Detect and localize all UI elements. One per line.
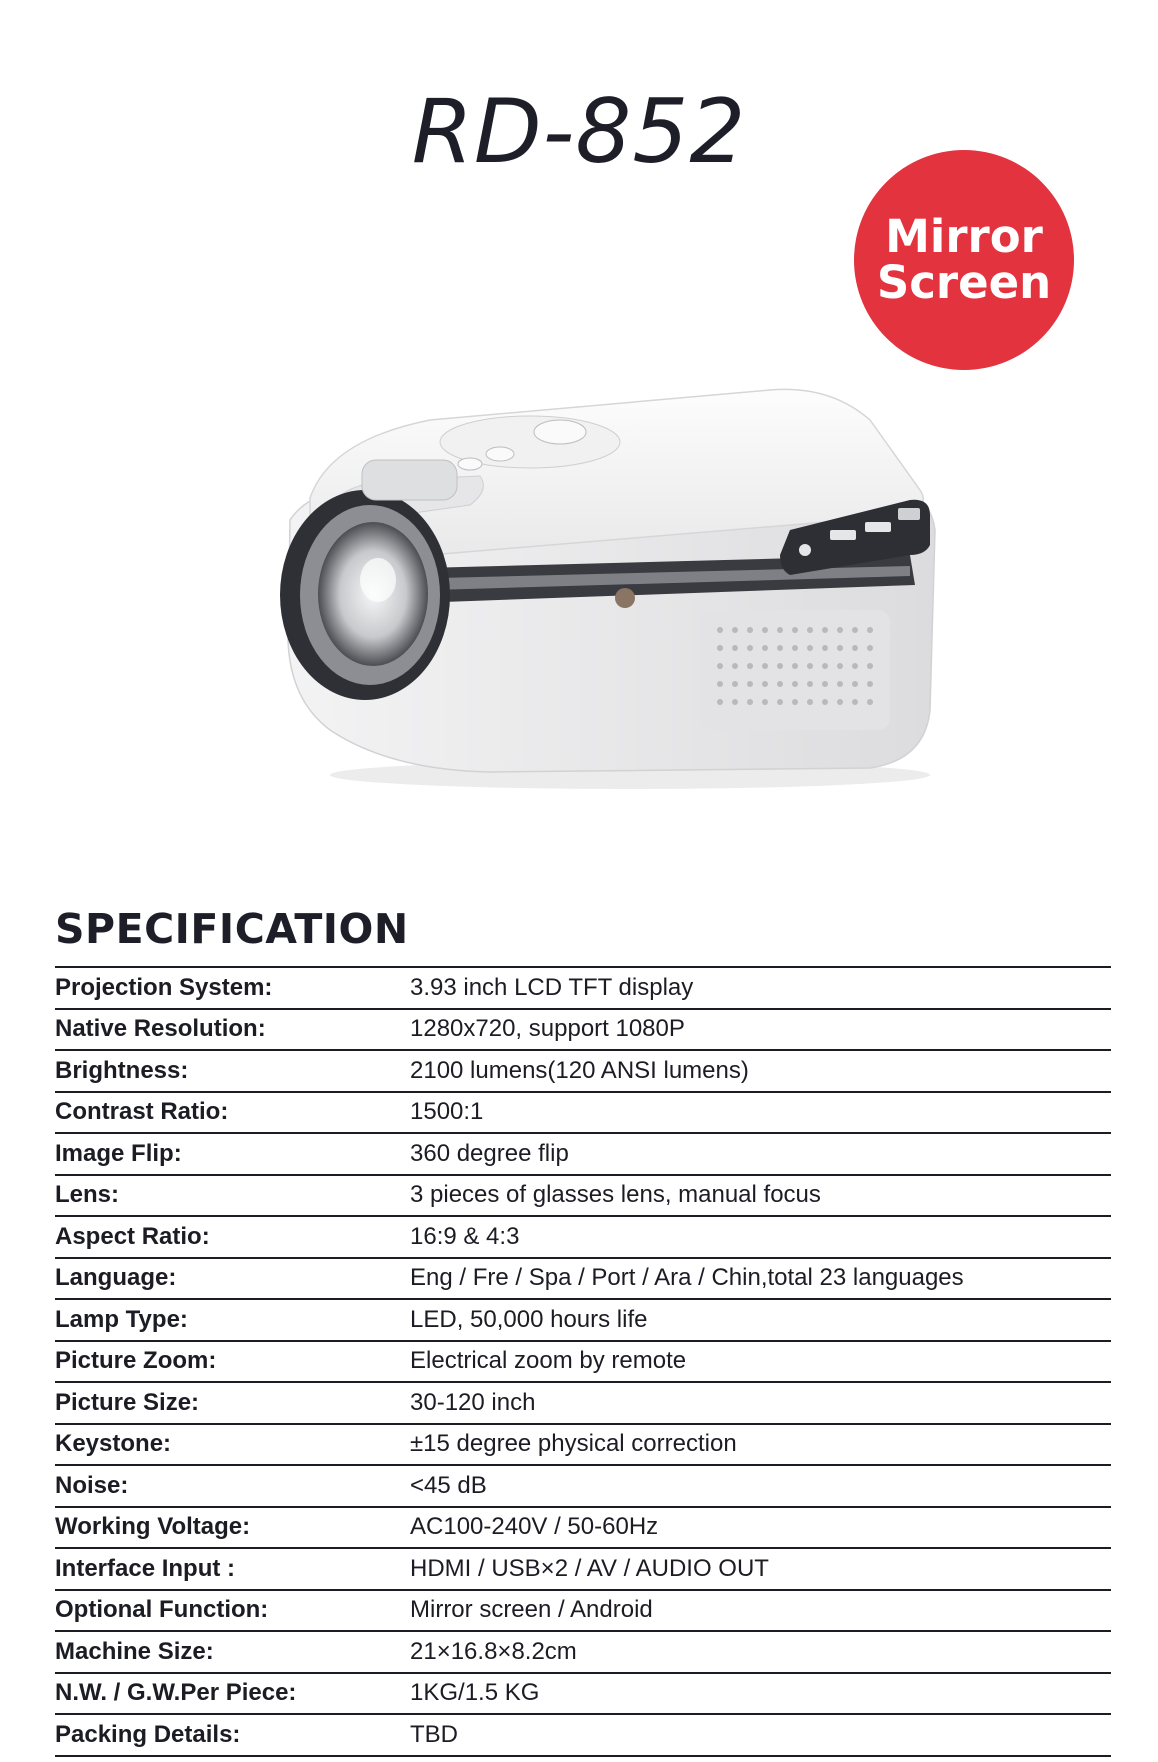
- spec-label: Optional Function:: [55, 1596, 269, 1624]
- spec-row: [55, 1176, 1111, 1218]
- projector-icon: [270, 380, 970, 800]
- spec-label: Picture Zoom:: [55, 1347, 217, 1375]
- spec-row: [55, 1217, 1111, 1259]
- spec-row: [55, 1010, 1111, 1052]
- spec-value: 1500:1: [410, 1098, 484, 1126]
- spec-row: [55, 1134, 1111, 1176]
- spec-label: Aspect Ratio:: [55, 1222, 210, 1250]
- spec-row: [55, 1549, 1111, 1591]
- spec-row: [55, 1425, 1111, 1467]
- spec-row: [55, 1051, 1111, 1093]
- spec-label: Keystone:: [55, 1430, 172, 1458]
- spec-value: 2100 lumens(120 ANSI lumens): [410, 1056, 749, 1084]
- specification-heading: SPECIFICATION: [55, 905, 409, 953]
- spec-value: ±15 degree physical correction: [410, 1430, 737, 1458]
- spec-value: 1280x720, support 1080P: [410, 1015, 685, 1043]
- spec-label: Picture Size:: [55, 1388, 200, 1416]
- badge-line-2: Screen: [876, 256, 1052, 309]
- spec-row: [55, 1383, 1111, 1425]
- spec-label: N.W. / G.W.Per Piece:: [55, 1679, 297, 1707]
- spec-row: [55, 1093, 1111, 1135]
- spec-value: 30-120 inch: [410, 1388, 536, 1416]
- spec-label: Image Flip:: [55, 1139, 182, 1167]
- spec-value: 16:9 & 4:3: [410, 1222, 520, 1250]
- spec-value: LED, 50,000 hours life: [410, 1305, 648, 1333]
- spec-label: Machine Size:: [55, 1637, 214, 1665]
- specification-table: [55, 966, 1111, 1757]
- spec-label: Interface Input :: [55, 1554, 236, 1582]
- spec-value: HDMI / USB×2 / AV / AUDIO OUT: [410, 1554, 769, 1582]
- spec-value: 3.93 inch LCD TFT display: [410, 973, 694, 1001]
- spec-label: Lamp Type:: [55, 1305, 188, 1333]
- spec-value: <45 dB: [410, 1471, 487, 1499]
- spec-row: [55, 1632, 1111, 1674]
- spec-value: 360 degree flip: [410, 1139, 569, 1167]
- spec-row: [55, 1674, 1111, 1716]
- spec-label: Noise:: [55, 1471, 129, 1499]
- spec-row: [55, 1715, 1111, 1757]
- spec-label: Language:: [55, 1264, 177, 1292]
- spec-row: [55, 1591, 1111, 1633]
- model-title: RD-852: [411, 80, 747, 183]
- spec-label: Native Resolution:: [55, 1015, 266, 1043]
- badge-line-1: Mirror: [885, 210, 1043, 263]
- spec-value: AC100-240V / 50-60Hz: [410, 1513, 659, 1541]
- spec-label: Contrast Ratio:: [55, 1098, 229, 1126]
- spec-row: [55, 1259, 1111, 1301]
- spec-row: [55, 1300, 1111, 1342]
- spec-label: Packing Details:: [55, 1720, 241, 1748]
- spec-row: [55, 968, 1111, 1010]
- spec-value: Eng / Fre / Spa / Port / Ara / Chin,total 23 languages: [410, 1264, 964, 1292]
- spec-label: Brightness:: [55, 1056, 189, 1084]
- spec-row: [55, 1466, 1111, 1508]
- spec-row: [55, 1508, 1111, 1550]
- spec-label: Projection System:: [55, 973, 273, 1001]
- spec-value: Electrical zoom by remote: [410, 1347, 687, 1375]
- spec-value: TBD: [410, 1720, 458, 1748]
- spec-value: 21×16.8×8.2cm: [410, 1637, 577, 1665]
- spec-value: Mirror screen / Android: [410, 1596, 653, 1624]
- spec-label: Lens:: [55, 1181, 120, 1209]
- spec-value: 3 pieces of glasses lens, manual focus: [410, 1181, 821, 1209]
- spec-row: [55, 1342, 1111, 1384]
- spec-value: 1KG/1.5 KG: [410, 1679, 540, 1707]
- mirror-screen-badge: [854, 150, 1074, 370]
- spec-label: Working Voltage:: [55, 1513, 251, 1541]
